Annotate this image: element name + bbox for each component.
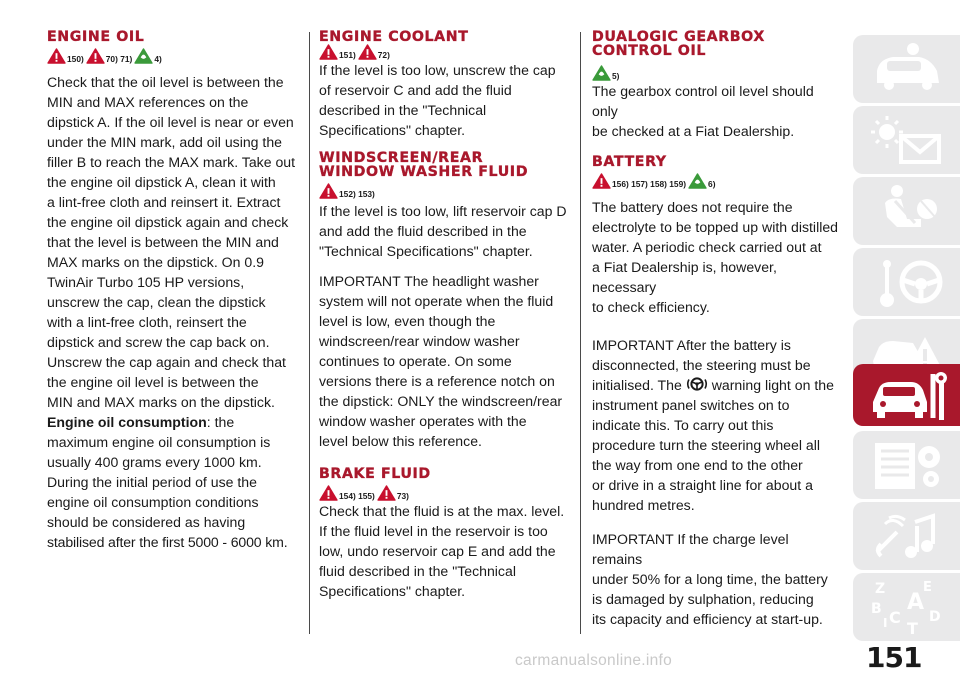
technical-data-icon [867,437,949,493]
warning-lights-message-icon [867,112,949,168]
chapter-tab-starting-driving[interactable] [853,248,960,316]
column-divider [580,32,581,634]
danger-warning-icon [319,485,338,501]
warning-references [319,481,571,501]
reference-numbers[interactable]: 72) [377,50,390,60]
svg-text:T: T [907,619,918,635]
watermark: carmanualsonline.info [515,652,673,669]
svg-text:C: C [889,608,901,627]
svg-text:A: A [907,590,925,615]
warning-references [592,169,842,189]
body-text: If the level is too low, lift reservoir cap D and add the fluid described in the "Technical Specifications" chapter. [319,203,567,259]
starting-driving-icon [867,254,949,310]
reference-numbers[interactable]: 152) 153) [339,189,375,199]
warning-references [319,179,571,199]
reference-numbers[interactable]: 154) 155) [339,491,375,501]
body-text: The gearbox control oil level should only be checked at a Fiat Dealership. [592,83,814,139]
caution-warning-icon [377,485,396,501]
danger-warning-icon [592,173,611,189]
reference-numbers[interactable]: 70) 71) [105,54,133,64]
important-note: IMPORTANT After the battery is disconnected, the steering must be initialised. The warning light on the instrument panel switches on to indicate this. To carry out this procedure turn the steering wheel all the way from one end to the other or drive in a straight line for about a hundred metres. [592,337,834,513]
svg-text:D: D [929,609,941,625]
page-number: 151 [866,641,922,674]
reference-numbers[interactable]: 73) [396,491,409,501]
reference-numbers[interactable]: 156) 157) 158) 159) [612,179,687,189]
reference-numbers[interactable]: 5) [612,71,620,81]
multimedia-icon [867,508,949,564]
section-title-engine-coolant: ENGINE COOLANT [319,29,469,45]
environment-note-icon [134,48,153,64]
section-title-brake-fluid: BRAKE FLUID [319,466,431,482]
section-title-dualogic-gearbox: DUALOGIC GEARBOX CONTROL OIL [592,29,765,59]
body-text: Check that the oil level is between the MIN and MAX references on the dipstick A. If the oil level is near or even under the MIN mark, add oil using the filler B to reach the MAX mark. Take out the engine oil dipstick A, clean it with a lint-free cloth and reinsert it. Extract the engine oil dipstick again and check that the level is between the MIN and MAX marks on the dipstick. On 0.9 TwinAir Turbo 105 HP versions, unscrew the cap, clean the dipstick with a lint-free cloth, reinsert the dipstick and screw the cap back on. Unscrew the cap again and check that the engine oil level is between the MIN and MAX marks on the dipstick. Engine oil consumption: the maximum engine oil consumption is usually 400 grams every 1000 km. During the initial period of use the engine oil consumption conditions should be considered as having stabilised after the first 5000 - 6000 km. [47,74,296,550]
servicing-car-maintenance-icon [867,368,949,424]
column-engine-oil [47,30,301,552]
reference-numbers[interactable]: 4) [154,54,162,64]
environment-note-icon [592,65,611,81]
section-title-engine-oil: ENGINE OIL [47,29,145,45]
section-title-battery: BATTERY [592,154,667,170]
body-text: If the level is too low, unscrew the cap of reservoir C and add the fluid described in the "Technical Specifications" chapter. [319,62,556,138]
index-icon [867,579,949,635]
danger-warning-icon [319,44,338,60]
bold-term: Engine oil consumption [47,414,207,430]
important-note: IMPORTANT If the charge level remains under 50% for a long time, the battery is damaged by sulphation, reducing its capacity and efficiency at start-up. [592,531,828,627]
warning-references [319,44,571,60]
column-divider [309,32,310,634]
body-text: Check that the fluid is at the max. level. If the fluid level in the reservoir is too low, undo reservoir cap E and add the fluid described in the "Technical Specifications" chapter. [319,503,565,599]
chapter-tab-technical-data[interactable] [853,431,960,499]
important-note: IMPORTANT The headlight washer system will not operate when the fluid level is low, even though the windscreen/rear window washer continues to operate. On some versions there is a reference notch on the dipstick: ONLY the windscreen/rear window washer operates with the level below this reference. [319,273,563,449]
warning-references [592,58,842,81]
caution-warning-icon [358,44,377,60]
svg-text:E: E [923,580,932,595]
car-dashboard-icon [867,41,949,97]
steering-warning-light-icon [686,377,708,391]
section-title-washer-fluid: WINDSCREEN/REAR WINDOW WASHER FLUID [319,150,529,180]
chapter-tab-safety[interactable] [853,177,960,245]
column-gearbox-battery [592,30,842,629]
reference-numbers[interactable]: 150) [67,54,84,64]
chapter-tab-multimedia[interactable] [853,502,960,570]
chapter-tab-servicing-and-care[interactable] [853,364,960,426]
svg-text:Z: Z [875,581,886,597]
caution-warning-icon [86,48,105,64]
chapter-tab-getting-to-know-car[interactable] [853,35,960,103]
chapter-tab-warning-lights[interactable] [853,106,960,174]
body-text: The battery does not require the electrolyte to be topped up with distilled water. A periodic check carried out at a Fiat Dealership is, however, necessary to check efficiency. [592,199,839,315]
chapter-tab-index[interactable] [853,573,960,641]
column-fluids [319,30,571,601]
environment-note-icon [688,173,707,189]
danger-warning-icon [319,183,338,199]
reference-numbers[interactable]: 6) [708,179,716,189]
safety-seatbelt-airbag-icon [867,183,949,239]
reference-numbers[interactable]: 151) [339,50,356,60]
svg-text:I: I [883,616,888,630]
svg-text:B: B [871,601,882,617]
danger-warning-icon [47,48,66,64]
warning-references [47,44,301,64]
